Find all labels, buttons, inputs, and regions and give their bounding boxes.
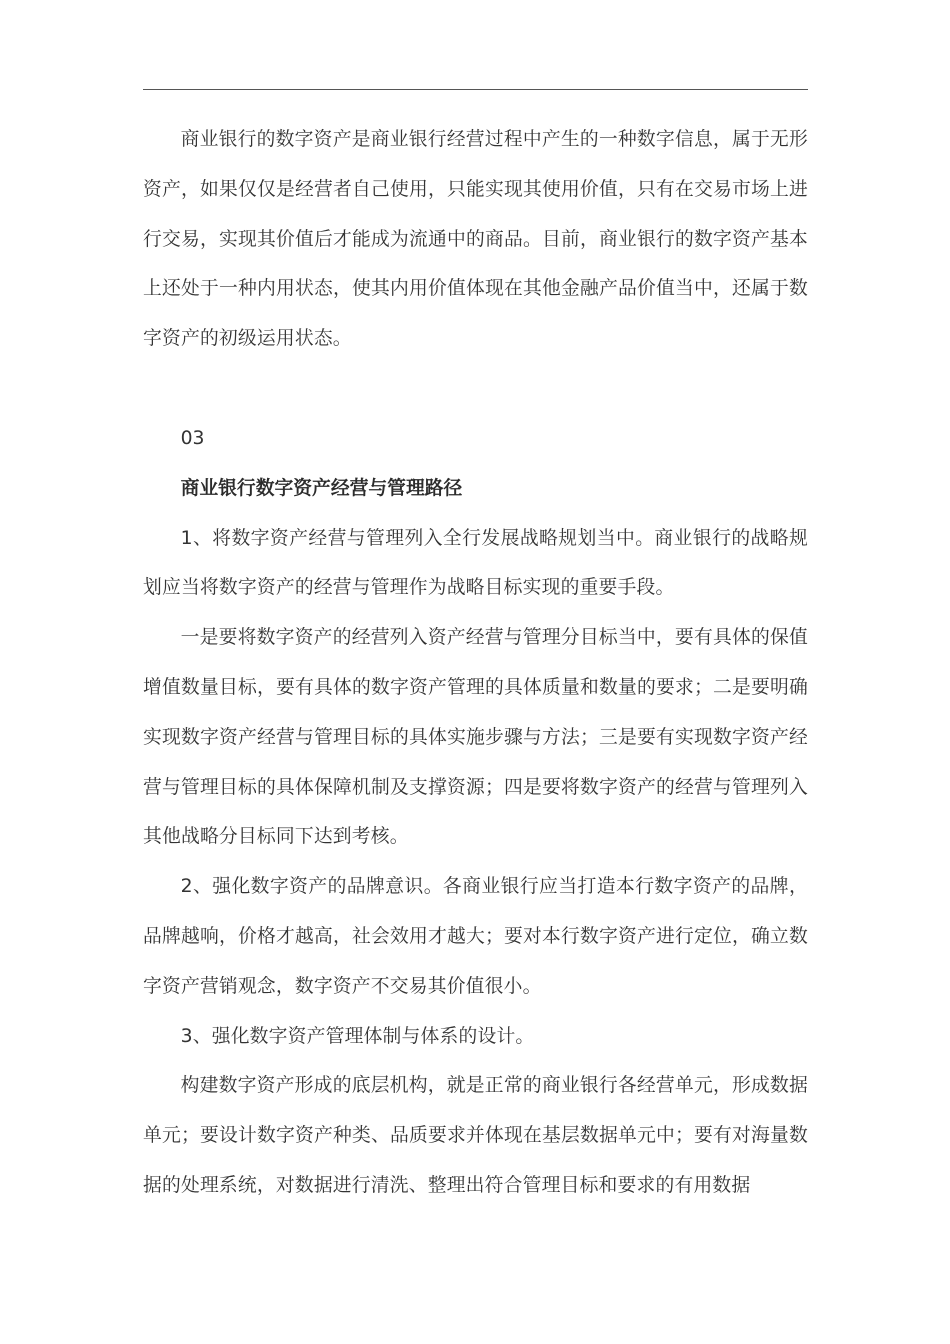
paragraph-5: 构建数字资产形成的底层机构，就是正常的商业银行各经营单元，形成数据单元；要设计数字资产种类、品质要求并体现在基层数据单元中；要有对海量数据的处理系统，对数据进行清洗、整理出符合管理目标和要求的有用数据 [143,1075,808,1196]
intro-paragraph: 商业银行的数字资产是商业银行经营过程中产生的一种数字信息，属于无形资产，如果仅仅是经营者自己使用，只能实现其使用价值，只有在交易市场上进行交易，实现其价值后才能成为流通中的商品。目前，商业银行的数字资产基本上还处于一种内用状态，使其内用价值体现在其他金融产品价值当中，还属于数字资产的初级运用状态。 [143,129,808,350]
paragraph-3: 2、强化数字资产的品牌意识。各商业银行应当打造本行数字资产的品牌，品牌越响，价格才越高，社会效用才越大；要对本行数字资产进行定位，确立数字资产营销观念，数字资产不交易其价值很小。 [143,876,808,997]
paragraph-2: 一是要将数字资产的经营列入资产经营与管理分目标当中，要有具体的保值增值数量目标，要有具体的数字资产管理的具体质量和数量的要求；二是要明确实现数字资产经营与管理目标的具体实施步骤与方法；三是要有实现数字资产经营与管理目标的具体保障机制及支撑资源；四是要将数字资产的经营与管理列入其他战略分目标同下达到考核。 [143,627,808,848]
section-title: 商业银行数字资产经营与管理路径 [180,477,463,499]
section-spacer [143,364,808,414]
paragraph-1: 1、将数字资产经营与管理列入全行发展战略规划当中。商业银行的战略规划应当将数字资产的经营与管理作为战略目标实现的重要手段。 [143,527,808,599]
section-number: 03 [180,427,205,449]
document-body [143,115,808,1211]
header-rule [143,89,808,90]
paragraph-4: 3、强化数字资产管理体制与体系的设计。 [180,1025,535,1047]
